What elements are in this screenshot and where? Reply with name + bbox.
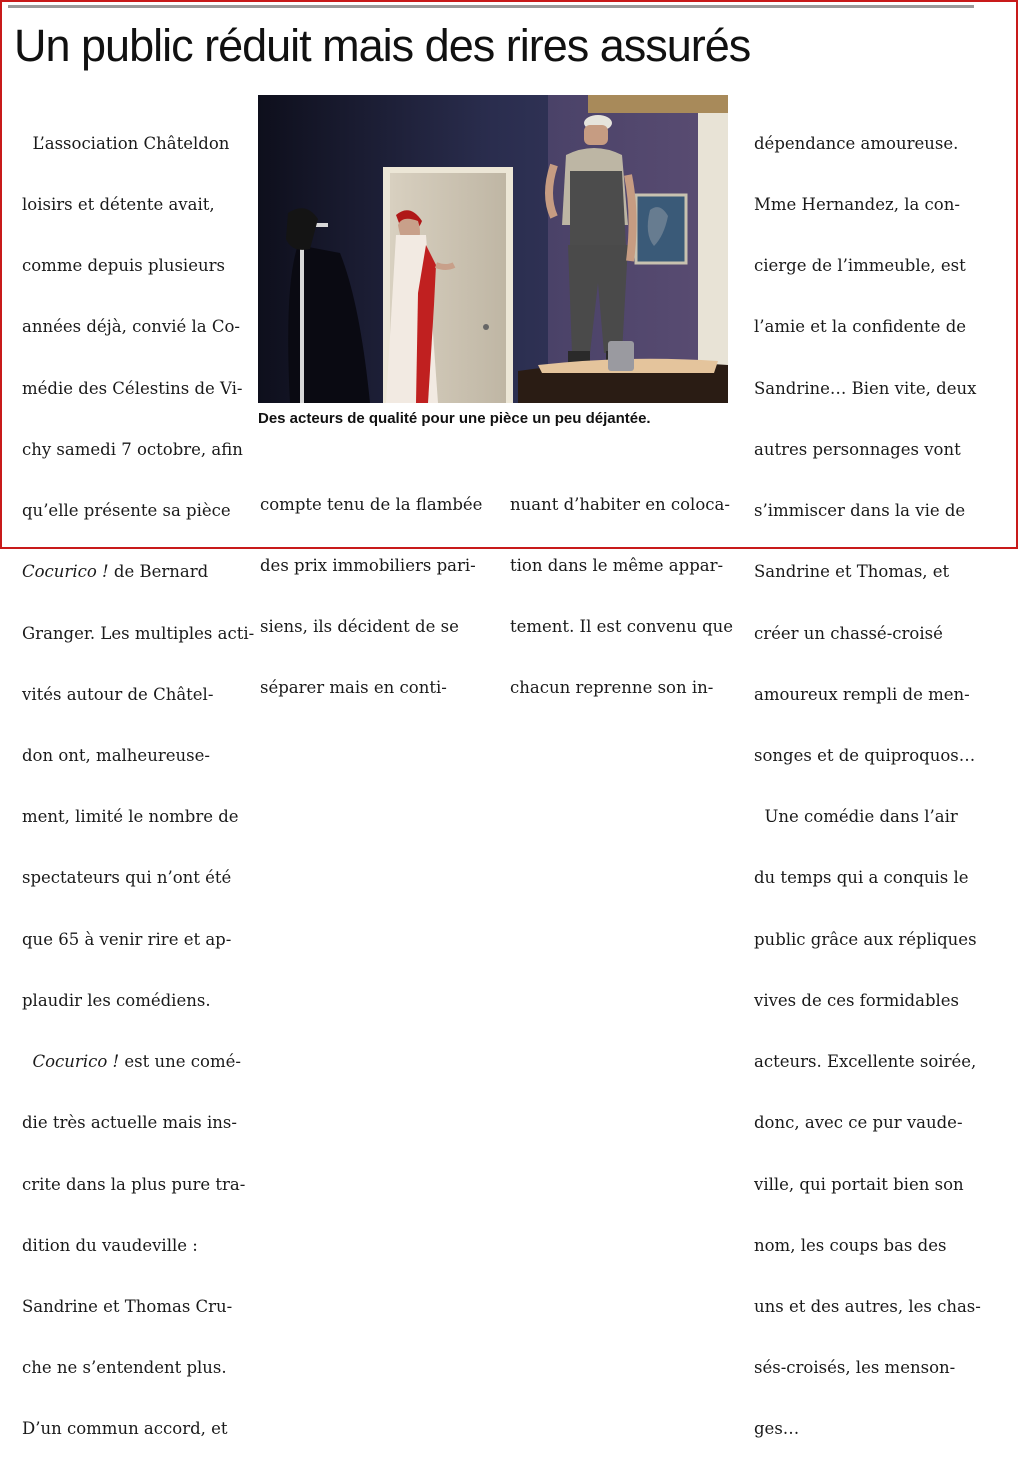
- text-line: compte tenu de la flambée: [260, 494, 483, 514]
- text-line: Mme Hernandez, la con-: [754, 195, 960, 215]
- text-line: créer un chassé-croisé: [754, 623, 943, 643]
- text-line: crite dans la plus pure tra-: [22, 1174, 246, 1194]
- text-line: vités autour de Châtel-: [22, 684, 214, 704]
- text-line: s’immiscer dans la vie de: [754, 501, 966, 521]
- headline: Un public réduit mais des rires assurés: [14, 20, 751, 71]
- text-line: séparer mais en conti-: [260, 678, 447, 698]
- text-line: nom, les coups bas des: [754, 1235, 947, 1255]
- top-rule: [8, 5, 974, 8]
- text-line: plaudir les comédiens.: [22, 990, 211, 1010]
- play-title: Cocurico !: [22, 562, 109, 582]
- text-line: cierge de l’immeuble, est: [754, 256, 966, 276]
- text-line: tement. Il est convenu que: [510, 617, 734, 637]
- text-line: chy samedi 7 octobre, afin: [22, 439, 243, 459]
- text-line: comme depuis plusieurs: [22, 256, 225, 276]
- text-line: songes et de quiproquos…: [754, 746, 976, 765]
- text-line: Cocurico ! est une comé-: [32, 1052, 241, 1072]
- text-line: uns et des autres, les chas-: [754, 1296, 981, 1316]
- text-line: Granger. Les multiples acti-: [22, 623, 255, 643]
- text-line: D’un commun accord, et: [22, 1419, 228, 1439]
- article-column-2: [260, 454, 482, 719]
- text-line: qu’elle présente sa pièce: [22, 501, 231, 521]
- text-line: autres personnages vont: [754, 439, 961, 459]
- text-line: chacun reprenne son in-: [510, 678, 714, 698]
- text-line: l’amie et la confidente de: [754, 317, 967, 337]
- text-line: public grâce aux répliques: [754, 929, 977, 949]
- text-line: die très actuelle mais ins-: [22, 1113, 237, 1133]
- text-line: loisirs et détente avait,: [22, 195, 215, 215]
- text-line: sés-croisés, les menson-: [754, 1358, 956, 1378]
- text-line: médie des Célestins de Vi-: [22, 378, 243, 398]
- text-line: spectateurs qui n’ont été: [22, 868, 232, 888]
- text-line: vives de ces formidables: [754, 990, 960, 1010]
- text-line: acteurs. Excellente soirée,: [754, 1052, 977, 1072]
- text-line: ges…: [754, 1419, 800, 1439]
- text-line: dition du vaudeville :: [22, 1235, 198, 1255]
- text-line: ville, qui portait bien son: [754, 1174, 964, 1194]
- text-line: tion dans le même appar-: [510, 556, 724, 576]
- text-line: donc, avec ce pur vaude-: [754, 1113, 963, 1133]
- text-line: Sandrine et Thomas Cru-: [22, 1296, 233, 1316]
- text-line: L’association Châteldon: [22, 133, 230, 153]
- text-line: che ne s’entendent plus.: [22, 1358, 227, 1378]
- play-title: Cocurico !: [32, 1052, 120, 1072]
- article-column-3: [510, 454, 733, 719]
- article-column-4: [754, 93, 981, 1460]
- text-line: des prix immobiliers pari-: [260, 556, 476, 576]
- text-line: Une comédie dans l’air: [754, 807, 958, 827]
- text-line: que 65 à venir rire et ap-: [22, 929, 232, 949]
- text-line: don ont, malheureuse-: [22, 746, 210, 765]
- article-column-1: [22, 93, 254, 1460]
- text-line: années déjà, convié la Co-: [22, 317, 241, 337]
- text-line: Sandrine et Thomas, et: [754, 562, 950, 582]
- text-line: ment, limité le nombre de: [22, 807, 239, 827]
- text-line: Sandrine… Bien vite, deux: [754, 378, 977, 398]
- text-line: amoureux rempli de men-: [754, 684, 970, 704]
- photo-caption: Des acteurs de qualité pour une pièce un peu déjantée.: [258, 410, 651, 427]
- stage-photo: [258, 95, 728, 403]
- text-line: du temps qui a conquis le: [754, 868, 969, 888]
- text-line: Cocurico ! de Bernard: [22, 562, 209, 582]
- text-line: nuant d’habiter en coloca-: [510, 494, 730, 514]
- text-line: siens, ils décident de se: [260, 617, 459, 637]
- text-line: dépendance amoureuse.: [754, 133, 959, 153]
